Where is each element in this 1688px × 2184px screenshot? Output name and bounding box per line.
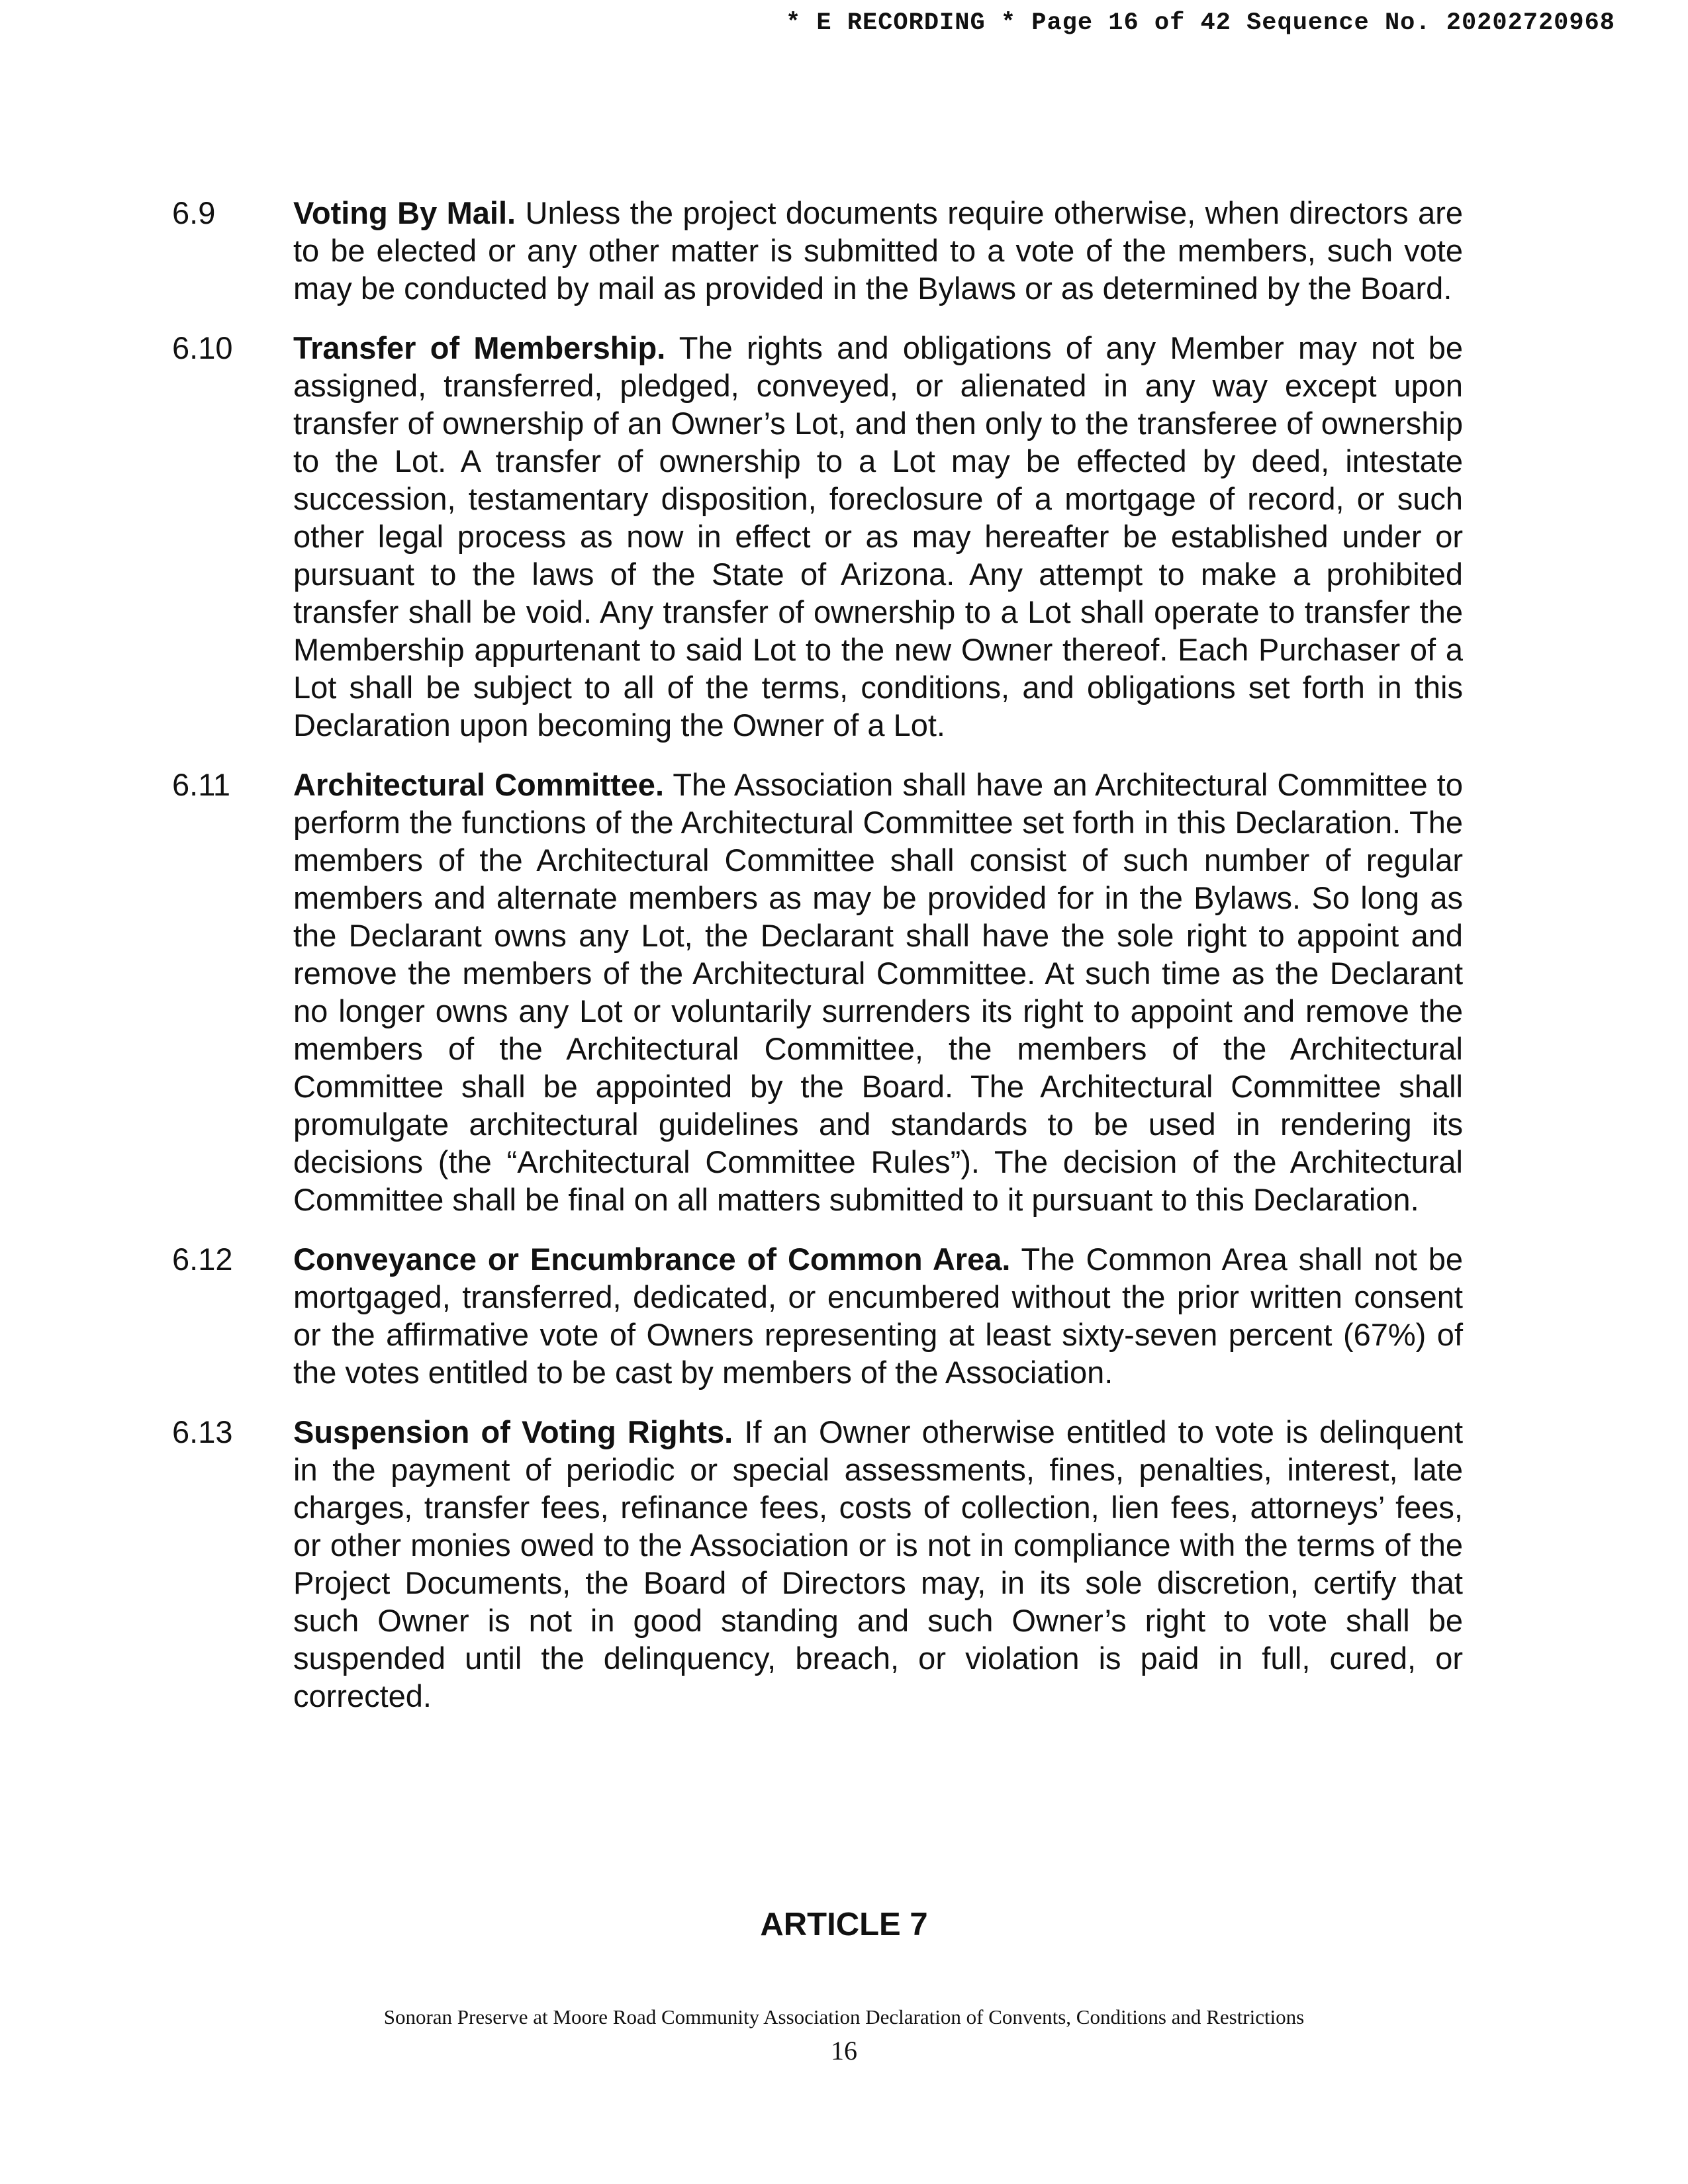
section-title: Architectural Committee.	[293, 767, 664, 802]
section-body	[293, 766, 1463, 1218]
section-title: Voting By Mail.	[293, 195, 516, 230]
section-text: Unless the project documents require otherwise, when directors are to be elected or any other matter is submitted to a vote of the members, such vote may be conducted by mail as provided in the Bylaws or as determined by the Board.	[293, 195, 1463, 306]
section-body	[293, 1413, 1463, 1715]
section-6-11	[172, 766, 1463, 1218]
section-number: 6.10	[172, 330, 233, 365]
section-text: If an Owner otherwise entitled to vote is delinquent in the payment of periodic or special assessments, fines, penalties, interest, late charges, transfer fees, refinance fees, costs of collection, lien fees, attorneys’ fees, or other monies owed to the Association or is not in compliance with the terms of the Project Documents, the Board of Directors may, in its sole discretion, certify that such Owner is not in good standing and such Owner’s right to vote shall be suspended until the delinquency, breach, or violation is paid in full, cured, or corrected.	[293, 1414, 1463, 1713]
section-text: The rights and obligations of any Member may not be assigned, transferred, pledged, conveyed, or alienated in any way except upon transfer of ownership of an Owner’s Lot, and then only to the transferee of ownership to the Lot. A transfer of ownership to a Lot may be effected by deed, intestate succession, testamentary disposition, foreclosure of a mortgage of record, or such other legal process as now in effect or as may hereafter be established under or pursuant to the laws of the State of Arizona. Any attempt to make a prohibited transfer shall be void. Any transfer of ownership to a Lot shall operate to transfer the Membership appurtenant to said Lot to the new Owner thereof. Each Purchaser of a Lot shall be subject to all of the terms, conditions, and obligations set forth in this Declaration upon becoming the Owner of a Lot.	[293, 330, 1463, 743]
article-heading: ARTICLE 7	[760, 1907, 928, 1942]
section-6-13	[172, 1413, 1463, 1715]
section-body	[293, 1240, 1463, 1391]
sections-list	[172, 194, 1463, 1737]
section-title: Transfer of Membership.	[293, 330, 666, 365]
section-6-12	[172, 1240, 1463, 1391]
recording-header: * E RECORDING * Page 16 of 42 Sequence No. 20202720968	[786, 9, 1615, 37]
section-title: Suspension of Voting Rights.	[293, 1414, 733, 1449]
section-number: 6.13	[172, 1414, 233, 1449]
section-body	[293, 194, 1463, 307]
section-number: 6.11	[172, 767, 230, 802]
section-text: The Common Area shall not be mortgaged, transferred, dedicated, or encumbered without the prior written consent or the affirmative vote of Owners representing at least sixty-seven percent (67%) of the votes entitled to be cast by members of the Association.	[293, 1242, 1464, 1390]
section-number: 6.12	[172, 1242, 233, 1277]
section-6-10	[172, 329, 1463, 744]
section-title: Conveyance or Encumbrance of Common Area.	[293, 1242, 1011, 1277]
footer-document-title: Sonoran Preserve at Moore Road Community Association Declaration of Convents, Conditions and Restrictions	[383, 2005, 1305, 2028]
section-number: 6.9	[172, 195, 216, 230]
section-6-9	[172, 194, 1463, 307]
footer-page-number: 16	[831, 2036, 857, 2066]
section-text: The Association shall have an Architectural Committee to perform the functions of the Architectural Committee set forth in this Declaration. The members of the Architectural Committee shall consist of such number of regular members and alternate members as may be provided for in the Bylaws. So long as the Declarant owns any Lot, the Declarant shall have the sole right to appoint and remove the members of the Architectural Committee. At such time as the Declarant no longer owns any Lot or voluntarily surrenders its right to appoint and remove the members of the Architectural Committee, the members of the Architectural Committee shall be appointed by the Board. The Architectural Committee shall promulgate architectural guidelines and standards to be used in rendering its decisions (the “Architectural Committee Rules”). The decision of the Architectural Committee shall be final on all matters submitted to it pursuant to this Declaration.	[293, 767, 1463, 1217]
section-body	[293, 329, 1463, 744]
